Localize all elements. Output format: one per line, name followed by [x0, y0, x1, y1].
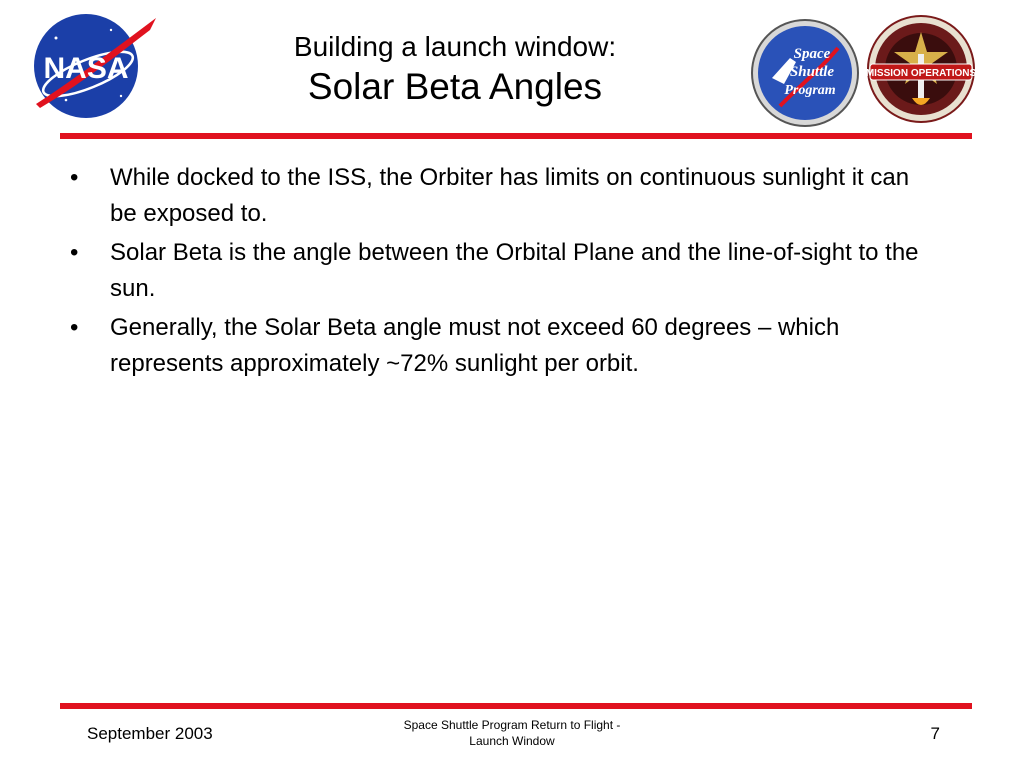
title-line-1: Building a launch window: [293, 31, 617, 62]
bullet-marker: • [70, 164, 79, 191]
bullet-item [70, 160, 942, 232]
bullet-list [70, 160, 942, 385]
footer-rule [60, 703, 972, 709]
bullet-marker: • [70, 239, 79, 266]
mission-operations-logo [866, 14, 976, 124]
svg-text:Space: Space [793, 46, 831, 62]
space-shuttle-program-logo [750, 18, 860, 128]
nasa-logo [26, 8, 162, 122]
svg-text:Shuttle: Shuttle [789, 64, 835, 80]
bullet-marker: • [70, 314, 79, 341]
svg-text:MISSION OPERATIONS: MISSION OPERATIONS [866, 68, 976, 79]
bullet-item [70, 310, 942, 382]
title-line-2: Solar Beta Angles [307, 66, 603, 107]
slide-title [215, 30, 695, 110]
bullet-text: Solar Beta is the angle between the Orbital Plane and the line-of-sight to the sun. [110, 239, 919, 302]
svg-text:Program: Program [784, 83, 836, 98]
header-rule [60, 133, 972, 139]
page-number: 7 [930, 724, 940, 743]
footer-caption [380, 717, 644, 749]
bullet-text: Generally, the Solar Beta angle must not exceed 60 degrees – which represents approximately ~72% sunlight per orbit. [110, 314, 840, 377]
footer-caption-line-2: Launch Window [469, 734, 555, 748]
svg-text:NASA: NASA [43, 52, 129, 85]
bullet-item [70, 235, 942, 307]
bullet-text: While docked to the ISS, the Orbiter has limits on continuous sunlight it can be exposed to. [110, 164, 910, 227]
footer-date: September 2003 [87, 724, 213, 743]
footer-caption-line-1: Space Shuttle Program Return to Flight - [403, 718, 621, 732]
